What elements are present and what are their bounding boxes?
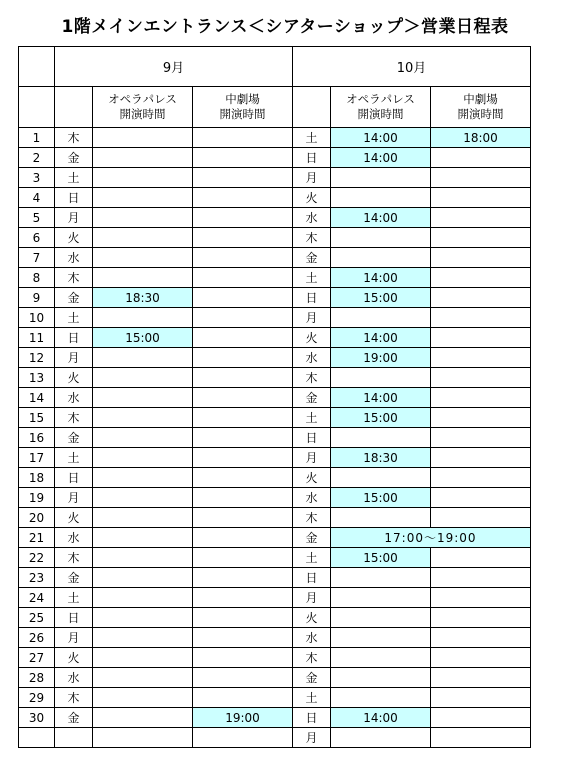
middle-time-sep [193,488,293,508]
weekday-oct: 日 [293,708,331,728]
opera-time-sep [93,568,193,588]
day-number: 20 [19,508,55,528]
middle-time-oct [431,448,531,468]
day-number: 26 [19,628,55,648]
day-number: 11 [19,328,55,348]
opera-time-oct: 14:00 [331,268,431,288]
middle-time-sep: 19:00 [193,708,293,728]
weekday-sep: 金 [55,288,93,308]
weekday-oct: 木 [293,228,331,248]
opera-time-oct: 15:00 [331,408,431,428]
weekday-sep: 日 [55,328,93,348]
day-number: 21 [19,528,55,548]
opera-time-oct: 14:00 [331,328,431,348]
opera-time-oct [331,648,431,668]
opera-time-oct [331,308,431,328]
table-row [19,708,531,728]
day-number: 3 [19,168,55,188]
middle-time-sep [193,348,293,368]
table-row [19,468,531,488]
opera-time-oct [331,728,431,748]
opera-time-oct [331,468,431,488]
opera-time-sep [93,548,193,568]
middle-time-sep [193,248,293,268]
opera-time-sep [93,668,193,688]
middle-time-sep [193,728,293,748]
opera-time-sep [93,208,193,228]
middle-time-sep [193,548,293,568]
day-number: 22 [19,548,55,568]
opera-time-oct [331,228,431,248]
middle-time-oct [431,688,531,708]
middle-time-oct [431,308,531,328]
opera-time-sep [93,608,193,628]
opera-time-sep [93,468,193,488]
venue-header-row [19,87,531,128]
middle-time-sep [193,208,293,228]
middle-time-sep [193,188,293,208]
middle-time-oct [431,648,531,668]
weekday-oct: 水 [293,628,331,648]
middle-time-oct [431,508,531,528]
venue-header-opera-sep [93,87,193,128]
weekday-sep: 木 [55,408,93,428]
opera-time-sep [93,248,193,268]
day-number: 7 [19,248,55,268]
weekday-sep: 木 [55,548,93,568]
opera-time-sep [93,688,193,708]
opera-time-sep [93,368,193,388]
venue-caption: 開演時間 [119,107,166,121]
weekday-oct: 土 [293,268,331,288]
opera-time-sep [93,428,193,448]
middle-time-sep [193,528,293,548]
weekday-oct: 土 [293,548,331,568]
weekday-sep: 水 [55,388,93,408]
opera-time-oct [331,428,431,448]
opera-time-sep [93,308,193,328]
venue-caption: 開演時間 [219,107,266,121]
middle-time-sep [193,628,293,648]
schedule-body [19,47,531,748]
corner-cell [19,87,55,128]
day-number: 2 [19,148,55,168]
weekday-oct: 金 [293,388,331,408]
middle-time-sep [193,228,293,248]
table-row [19,528,531,548]
dow-header-cell [55,87,93,128]
middle-time-sep [193,408,293,428]
table-row [19,308,531,328]
weekday-sep: 土 [55,448,93,468]
weekday-oct: 木 [293,648,331,668]
day-number: 15 [19,408,55,428]
table-row [19,248,531,268]
weekday-sep: 金 [55,708,93,728]
middle-time-sep [193,468,293,488]
weekday-sep: 火 [55,228,93,248]
opera-time-sep [93,488,193,508]
weekday-sep: 月 [55,488,93,508]
day-number: 12 [19,348,55,368]
day-number: 28 [19,668,55,688]
weekday-oct: 火 [293,468,331,488]
schedule-table [18,46,531,748]
opera-time-sep [93,228,193,248]
middle-time-oct [431,208,531,228]
weekday-sep: 土 [55,168,93,188]
weekday-oct: 木 [293,368,331,388]
weekday-oct: 日 [293,148,331,168]
opera-time-sep [93,148,193,168]
day-number: 19 [19,488,55,508]
middle-time-oct [431,168,531,188]
day-number: 1 [19,128,55,148]
opera-time-oct: 14:00 [331,128,431,148]
weekday-sep: 木 [55,128,93,148]
table-row [19,428,531,448]
weekday-sep: 金 [55,148,93,168]
day-number: 29 [19,688,55,708]
opera-time-oct: 14:00 [331,388,431,408]
opera-time-sep [93,708,193,728]
opera-time-oct: 18:30 [331,448,431,468]
venue-header-middle-sep [193,87,293,128]
middle-time-oct [431,468,531,488]
weekday-oct: 日 [293,288,331,308]
opera-time-oct: 15:00 [331,548,431,568]
opera-time-sep [93,648,193,668]
weekday-sep: 月 [55,348,93,368]
middle-time-sep [193,128,293,148]
day-number: 23 [19,568,55,588]
day-number [19,728,55,748]
weekday-sep: 火 [55,368,93,388]
middle-time-oct [431,428,531,448]
day-number: 6 [19,228,55,248]
opera-time-oct: 15:00 [331,288,431,308]
middle-time-sep [193,588,293,608]
opera-time-oct [331,668,431,688]
middle-time-oct [431,268,531,288]
middle-time-oct [431,728,531,748]
month-header-row [19,47,531,87]
day-number: 14 [19,388,55,408]
middle-time-sep [193,428,293,448]
table-row [19,728,531,748]
opera-time-oct [331,508,431,528]
opera-time-oct [331,368,431,388]
opera-time-sep [93,388,193,408]
opera-time-sep [93,448,193,468]
middle-time-sep [193,168,293,188]
weekday-sep: 金 [55,428,93,448]
weekday-oct: 月 [293,588,331,608]
venue-header-middle-oct [431,87,531,128]
weekday-oct: 金 [293,668,331,688]
table-row [19,368,531,388]
middle-time-sep [193,448,293,468]
table-row [19,548,531,568]
page-title: 1階メインエントランス＜シアターショップ＞営業日程表 [61,17,509,37]
middle-time-oct [431,488,531,508]
month-header-september: 9月 [55,47,293,87]
weekday-oct: 金 [293,248,331,268]
opera-time-oct [331,568,431,588]
day-number: 16 [19,428,55,448]
table-row [19,628,531,648]
opera-time-sep [93,528,193,548]
weekday-oct: 水 [293,208,331,228]
table-row [19,328,531,348]
middle-time-sep [193,148,293,168]
day-number: 8 [19,268,55,288]
middle-time-oct [431,708,531,728]
middle-time-oct [431,568,531,588]
weekday-oct: 木 [293,508,331,528]
table-row [19,608,531,628]
opera-time-sep [93,268,193,288]
middle-time-oct [431,388,531,408]
venue-header-opera-oct [331,87,431,128]
opera-time-oct [331,688,431,708]
table-row [19,288,531,308]
middle-time-sep [193,568,293,588]
middle-time-sep [193,668,293,688]
weekday-sep: 木 [55,688,93,708]
opera-time-sep: 15:00 [93,328,193,348]
middle-time-oct [431,228,531,248]
opera-time-oct: 14:00 [331,208,431,228]
table-row [19,148,531,168]
middle-time-sep [193,688,293,708]
table-row [19,448,531,468]
venue-caption: 開演時間 [457,107,504,121]
opera-time-oct [331,588,431,608]
day-number: 27 [19,648,55,668]
middle-time-sep [193,508,293,528]
weekday-oct: 火 [293,328,331,348]
middle-time-oct [431,288,531,308]
opera-time-oct [331,248,431,268]
middle-time-sep [193,368,293,388]
middle-time-oct [431,328,531,348]
middle-time-oct [431,248,531,268]
table-row [19,668,531,688]
table-row [19,388,531,408]
weekday-oct: 月 [293,168,331,188]
day-number: 9 [19,288,55,308]
table-row [19,348,531,368]
weekday-sep: 水 [55,528,93,548]
weekday-sep: 水 [55,248,93,268]
weekday-sep: 日 [55,188,93,208]
opera-time-sep: 18:30 [93,288,193,308]
combined-time-oct: 17:00～19:00 [331,528,531,548]
middle-time-oct [431,348,531,368]
middle-time-sep [193,288,293,308]
middle-time-sep [193,308,293,328]
table-row [19,588,531,608]
table-row [19,128,531,148]
weekday-oct: 月 [293,308,331,328]
weekday-oct: 土 [293,688,331,708]
opera-time-sep [93,168,193,188]
middle-time-sep [193,268,293,288]
dow-header-cell [293,87,331,128]
day-number: 5 [19,208,55,228]
weekday-oct: 月 [293,728,331,748]
venue-name: 中劇場 [463,92,498,106]
table-row [19,168,531,188]
middle-time-oct: 18:00 [431,128,531,148]
corner-cell [19,47,55,87]
middle-time-sep [193,388,293,408]
day-number: 24 [19,588,55,608]
middle-time-sep [193,648,293,668]
opera-time-oct: 14:00 [331,708,431,728]
opera-time-sep [93,408,193,428]
table-row [19,268,531,288]
venue-caption: 開演時間 [357,107,404,121]
month-header-october: 10月 [293,47,531,87]
weekday-sep: 日 [55,608,93,628]
weekday-sep: 月 [55,208,93,228]
opera-time-oct: 14:00 [331,148,431,168]
weekday-sep: 日 [55,468,93,488]
weekday-oct: 日 [293,428,331,448]
opera-time-sep [93,728,193,748]
weekday-oct: 月 [293,448,331,468]
venue-name: 中劇場 [225,92,260,106]
opera-time-sep [93,188,193,208]
weekday-sep [55,728,93,748]
weekday-sep: 月 [55,628,93,648]
weekday-oct: 火 [293,608,331,628]
table-row [19,188,531,208]
day-number: 17 [19,448,55,468]
table-row [19,228,531,248]
opera-time-oct: 15:00 [331,488,431,508]
table-row [19,508,531,528]
weekday-oct: 火 [293,188,331,208]
opera-time-sep [93,628,193,648]
middle-time-oct [431,668,531,688]
weekday-sep: 火 [55,508,93,528]
middle-time-oct [431,588,531,608]
opera-time-sep [93,348,193,368]
weekday-oct: 金 [293,528,331,548]
middle-time-sep [193,608,293,628]
weekday-sep: 金 [55,568,93,588]
table-row [19,648,531,668]
opera-time-sep [93,588,193,608]
middle-time-oct [431,368,531,388]
venue-name: オペラパレス [108,92,177,106]
middle-time-oct [431,628,531,648]
weekday-oct: 土 [293,128,331,148]
middle-time-sep [193,328,293,348]
venue-name: オペラパレス [346,92,415,106]
table-row [19,208,531,228]
day-number: 30 [19,708,55,728]
table-row [19,568,531,588]
table-row [19,408,531,428]
weekday-sep: 火 [55,648,93,668]
day-number: 25 [19,608,55,628]
middle-time-oct [431,188,531,208]
weekday-sep: 水 [55,668,93,688]
weekday-sep: 土 [55,308,93,328]
table-row [19,488,531,508]
opera-time-oct [331,168,431,188]
middle-time-oct [431,408,531,428]
table-row [19,688,531,708]
middle-time-oct [431,608,531,628]
opera-time-oct [331,188,431,208]
opera-time-oct: 19:00 [331,348,431,368]
weekday-oct: 土 [293,408,331,428]
opera-time-sep [93,128,193,148]
day-number: 10 [19,308,55,328]
day-number: 13 [19,368,55,388]
middle-time-oct [431,148,531,168]
opera-time-oct [331,608,431,628]
weekday-oct: 水 [293,348,331,368]
day-number: 18 [19,468,55,488]
weekday-oct: 日 [293,568,331,588]
opera-time-sep [93,508,193,528]
weekday-oct: 水 [293,488,331,508]
day-number: 4 [19,188,55,208]
weekday-sep: 土 [55,588,93,608]
weekday-sep: 木 [55,268,93,288]
middle-time-oct [431,548,531,568]
opera-time-oct [331,628,431,648]
